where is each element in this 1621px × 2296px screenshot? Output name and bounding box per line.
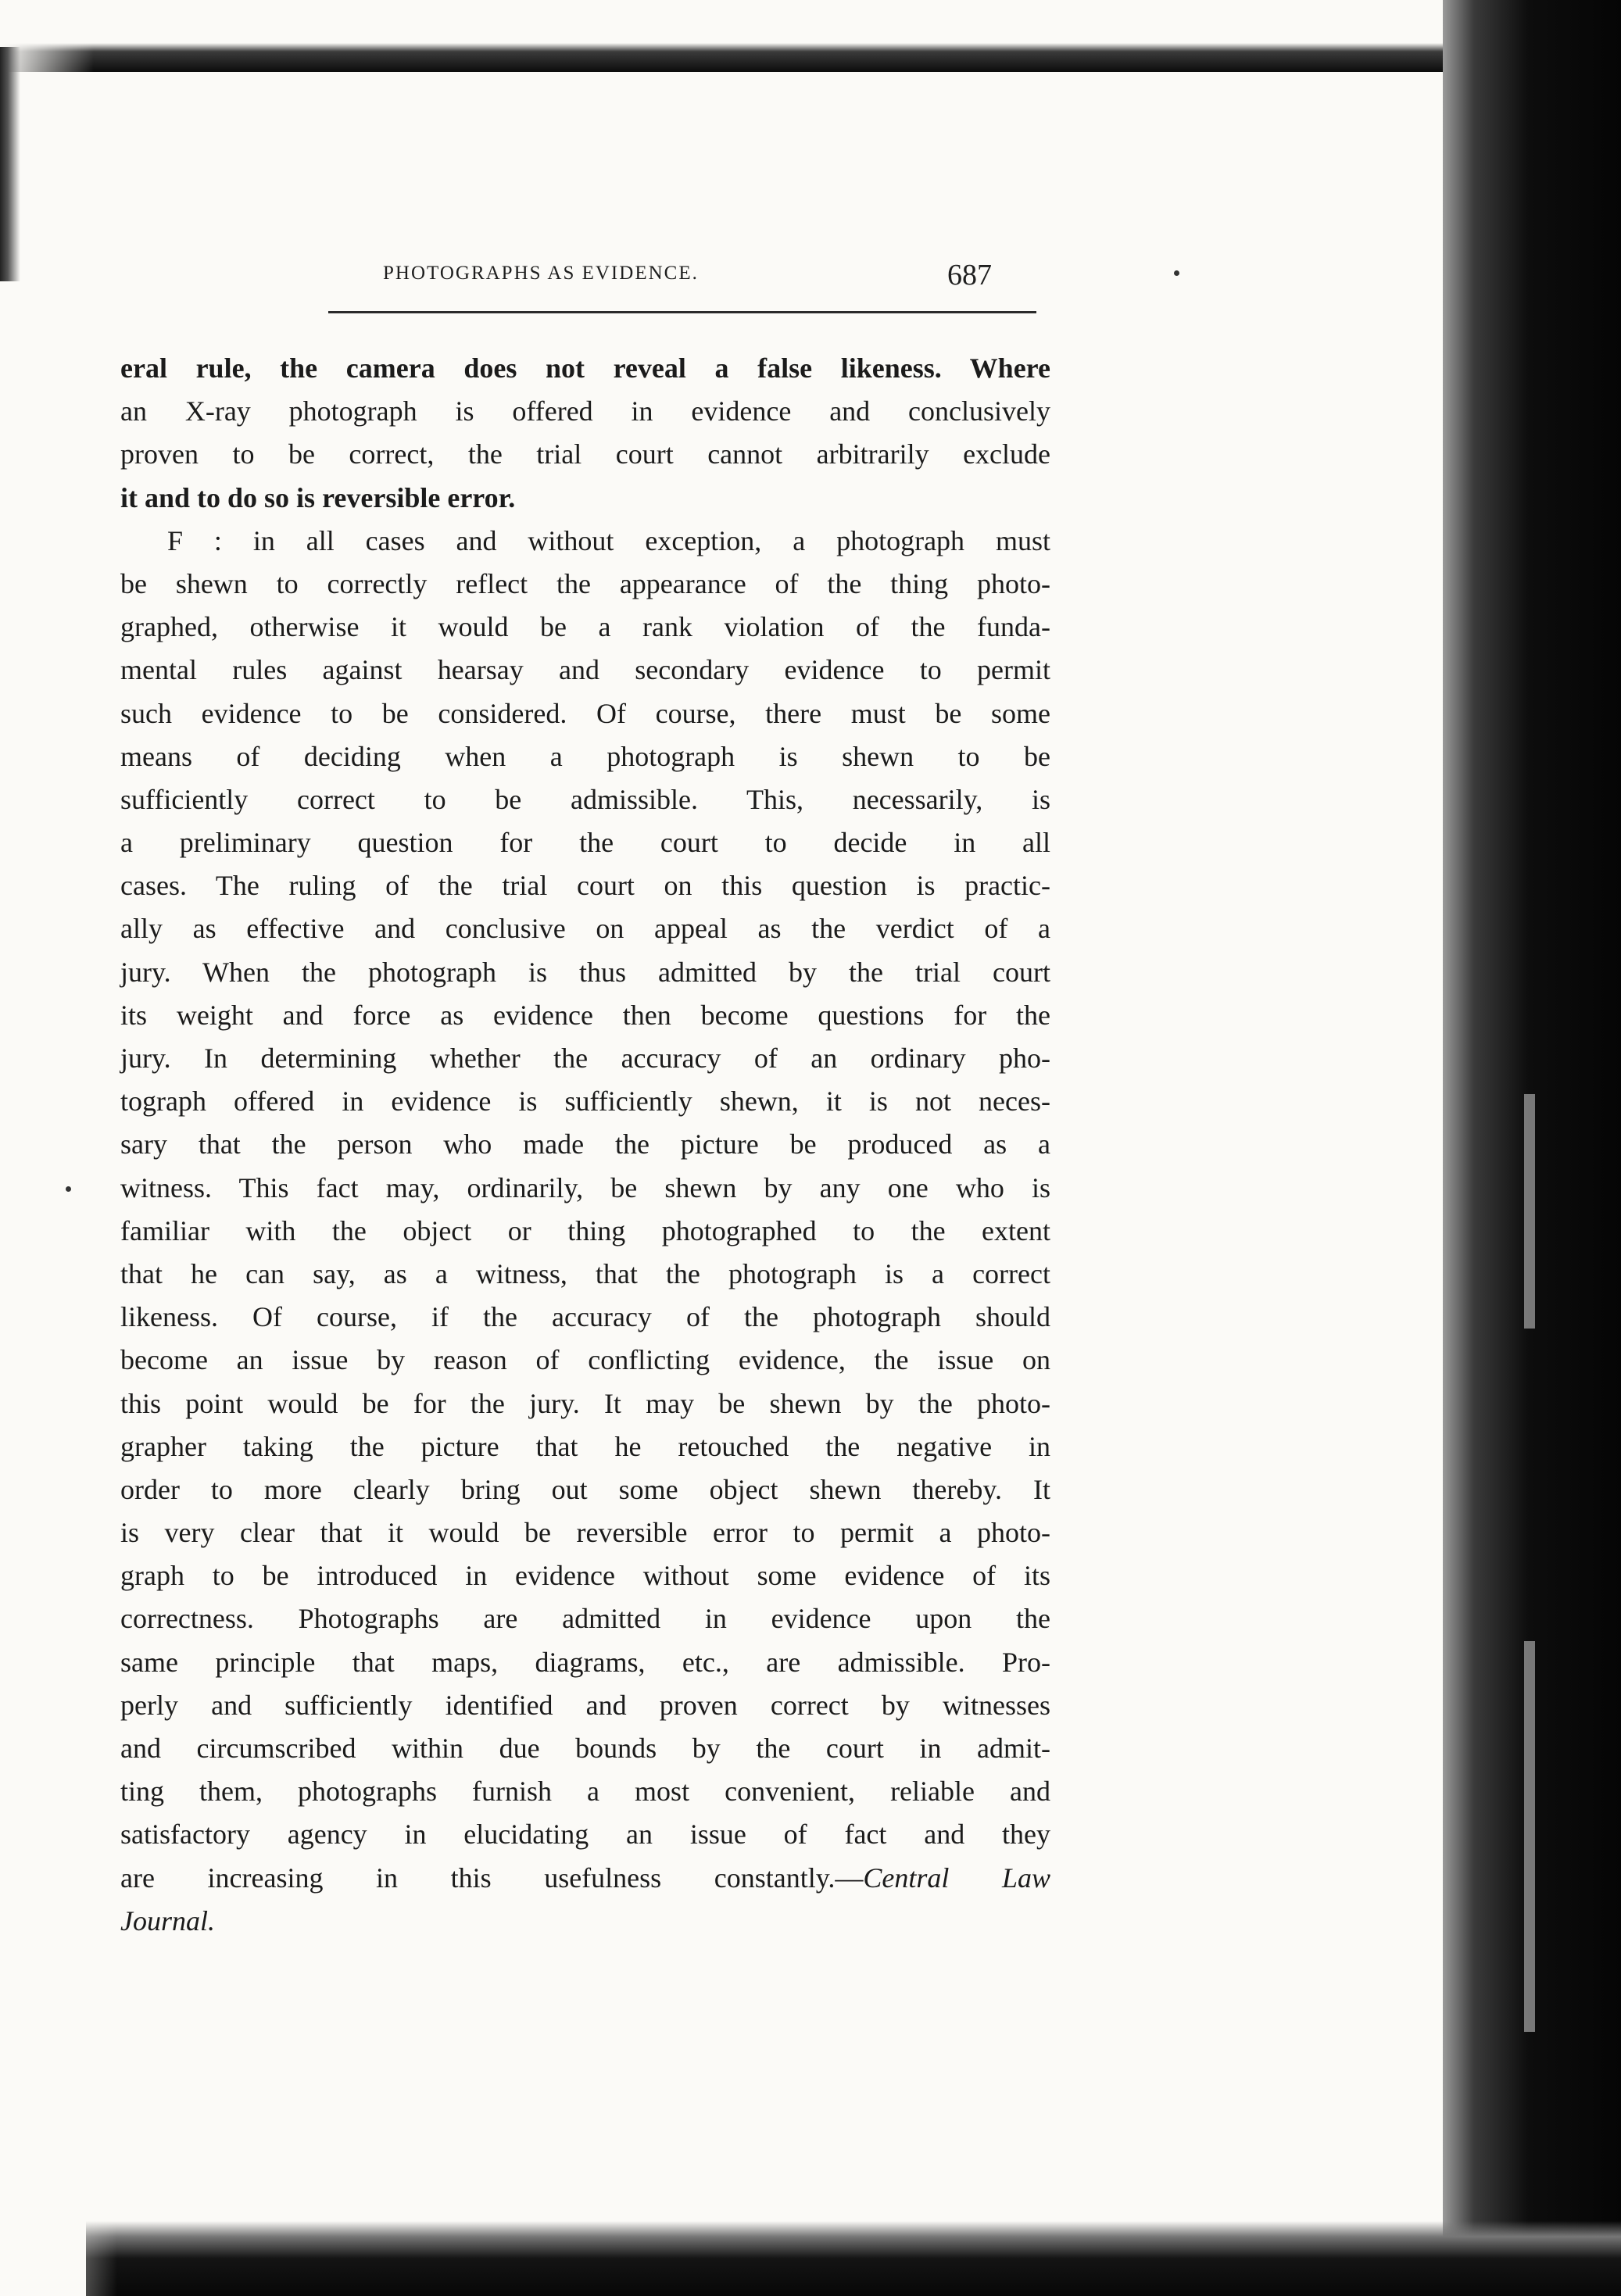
text-line: same principle that maps, diagrams, etc., are admissible. Pro- [120,1646,1050,1678]
text-line: mental rules against hearsay and secondary evidence to permit [120,654,1050,686]
text-line: eral rule, the camera does not reveal a false likeness. Where [120,352,1050,384]
body-text [120,347,1050,1943]
text-line: proven to be correct, the trial court cannot arbitrarily exclude [120,438,1050,470]
text-line: graphed, otherwise it would be a rank violation of the funda- [120,611,1050,643]
text-line: order to more clearly bring out some object shewn thereby. It [120,1473,1050,1505]
header-rule [328,311,1036,313]
page-number: 687 [947,259,992,291]
source-citation: Central Law [863,1861,1050,1894]
text-line: jury. When the photograph is thus admitted by the trial court [120,956,1050,988]
scan-edge-top-fade [0,0,1443,78]
text-line: perly and sufficiently identified and proven correct by witnesses [120,1689,1050,1721]
text-line: ting them, photographs furnish a most convenient, reliable and [120,1776,1050,1808]
text-line: a preliminary question for the court to decide in all [120,827,1050,859]
text-line: witness. This fact may, ordinarily, be shewn by any one who is [120,1171,1050,1203]
text-line: an X-ray photograph is offered in evidence and conclusively [120,395,1050,427]
text-line: and circumscribed within due bounds by the court in admit- [120,1733,1050,1764]
text-line: satisfactory agency in elucidating an issue of fact and they [120,1819,1050,1851]
scan-edge-bottom [86,2221,1621,2296]
margin-mark [1174,270,1179,276]
scan-speckle [1524,1094,1535,1329]
margin-mark [66,1186,71,1192]
text-line: sufficiently correct to be admissible. This, necessarily, is [120,783,1050,815]
text-line: cases. The ruling of the trial court on this question is practic- [120,870,1050,902]
text-line: means of deciding when a photograph is shewn to be [120,740,1050,772]
text-line: familiar with the object or thing photographed to the extent [120,1214,1050,1246]
text-line: be shewn to correctly reflect the appearance of the thing photo- [120,567,1050,599]
text-line: likeness. Of course, if the accuracy of the photograph should [120,1301,1050,1333]
scan-speckle [1524,1641,1535,2032]
text-line: tograph offered in evidence is sufficiently shewn, it is not neces- [120,1085,1050,1118]
source-citation-continued: Journal. [120,1904,215,1937]
text-line: that he can say, as a witness, that the photograph is a correct [120,1257,1050,1289]
text-line: sary that the person who made the picture be produced as a [120,1128,1050,1161]
text-line: ally as effective and conclusive on appeal as the verdict of a [120,913,1050,945]
text-line: correctness. Photographs are admitted in evidence upon the [120,1603,1050,1635]
text-line: grapher taking the picture that he retouched the negative in [120,1430,1050,1462]
running-head [383,258,1032,297]
scan-edge-left [0,47,20,281]
text-line: its weight and force as evidence then become questions for the [120,999,1050,1031]
text-line: are increasing in this usefulness constantly.— [120,1861,864,1894]
text-line: graph to be introduced in evidence without some evidence of its [120,1560,1050,1592]
text-line: it and to do so is reversible error. [120,481,516,513]
text-line: become an issue by reason of conflicting evidence, the issue on [120,1344,1050,1376]
text-line-with-source [120,1857,1050,1900]
running-title: PHOTOGRAPHS AS EVIDENCE. [383,263,699,284]
text-line: such evidence to be considered. Of course, there must be some [120,697,1050,729]
text-line: is very clear that it would be reversible error to permit a photo- [120,1517,1050,1549]
text-line: this point would be for the jury. It may be shewn by the photo- [120,1387,1050,1419]
scan-edge-bottom-fade [0,2221,117,2296]
text-line: jury. In determining whether the accuracy of an ordinary pho- [120,1042,1050,1074]
text-line: F : in all cases and without exception, a photograph must [167,524,1050,556]
